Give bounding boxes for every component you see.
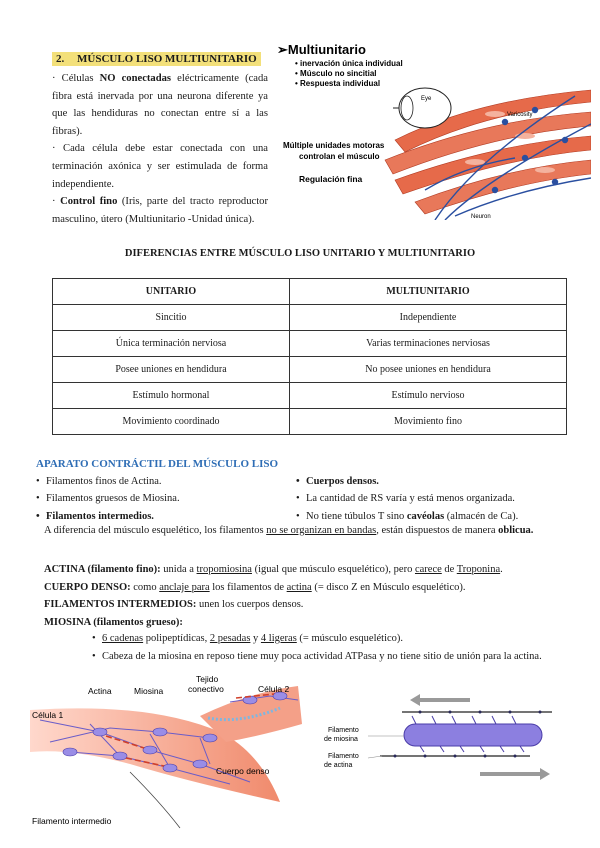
label-filamento-actina-2: de actina — [324, 762, 353, 769]
label-filamento-miosina-2: de miosina — [324, 736, 358, 743]
apparatus-right-list — [296, 473, 586, 525]
list-item: • Filamentos finos de Actina. — [36, 473, 286, 490]
label-actina: Actina — [88, 686, 112, 696]
table-cell: Posee uniones en hendidura — [53, 357, 290, 383]
definition-cuerpo-denso: CUERPO DENSO: como anclaje para los filamentos de actina (= disco Z en Músculo esquelético). — [44, 581, 466, 593]
table-row — [53, 305, 567, 331]
smooth-muscle-cells-figure — [30, 672, 310, 832]
arrow-right-icon — [480, 768, 550, 780]
bold-no-conectadas: NO conectadas — [99, 73, 172, 84]
table-row — [53, 331, 567, 357]
neuron-label: Neuron — [471, 214, 491, 220]
section-number: 2. — [56, 53, 65, 65]
list-item: • Filamentos intermedios. — [36, 508, 286, 525]
myosin-actin-figure — [320, 690, 580, 790]
table-cell: Única terminación nerviosa — [53, 331, 290, 357]
oblique-note: A diferencia del músculo esquelético, los filamentos no se organizan en bandas, están dispuestos de manera oblicua. — [44, 525, 534, 536]
section-title: MÚSCULO LISO MULTIUNITARIO — [77, 53, 257, 65]
list-item: • La cantidad de RS varía y está menos organizada. — [296, 490, 586, 507]
table-cell: Independiente — [290, 305, 567, 331]
header-unitario: UNITARIO — [53, 279, 290, 305]
table-cell: Varias terminaciones nerviosas — [290, 331, 567, 357]
table-cell: Estímulo hormonal — [53, 383, 290, 409]
differences-title: DIFERENCIAS ENTRE MÚSCULO LISO UNITARIO Y MULTIUNITARIO — [124, 248, 476, 259]
section-text — [52, 70, 268, 228]
list-item: • Cuerpos densos. — [296, 473, 586, 490]
section-heading — [52, 52, 261, 66]
definition-actina: ACTINA (filamento fino): unida a tropomiosina (igual que músculo esquelético), pero carece de Troponina. — [44, 564, 503, 575]
list-item: • 6 cadenas polipeptídicas, 2 pesadas y 4 ligeras (= músculo esquelético). — [92, 630, 582, 648]
table-cell: No posee uniones en hendidura — [290, 357, 567, 383]
list-item: • Filamentos gruesos de Miosina. — [36, 490, 286, 507]
paragraph-2: · Cada célula debe estar conectada con una terminación axónica y ser estimulada de forma independiente. — [52, 143, 268, 190]
paragraph-3: · Control fino (Iris, parte del tracto reproductor masculino, útero (Multiunitario -Unidad única). — [52, 196, 268, 225]
table-cell: Estímulo nervioso — [290, 383, 567, 409]
figure-bullet-1: • inervación única individual — [295, 59, 403, 68]
eye-icon — [393, 88, 451, 128]
table-row — [53, 357, 567, 383]
figure-bullet-2: • Músculo no sincitial — [295, 69, 377, 78]
header-multiunitario: MULTIUNITARIO — [290, 279, 567, 305]
apparatus-title: APARATO CONTRÁCTIL DEL MÚSCULO LISO — [36, 458, 279, 470]
label-celula-1: Célula 1 — [32, 710, 64, 720]
definitions — [44, 561, 584, 631]
label-filamento-actina-1: Filamento — [328, 753, 359, 760]
figure-regulation-label: Regulación fina — [299, 174, 363, 184]
figure-title: ➢Multiunitario — [277, 42, 366, 57]
arrow-left-icon — [410, 694, 470, 706]
table-cell: Sincitio — [53, 305, 290, 331]
intermediate-filament-line — [130, 772, 180, 828]
differences-table — [52, 278, 567, 435]
label-conectivo: conectivo — [188, 684, 224, 694]
list-item: • Cabeza de la miosina en reposo tiene muy poca actividad ATPasa y no tiene sitio de unión para la actina. — [92, 648, 582, 666]
label-filamento-intermedio: Filamento intermedio — [32, 816, 112, 826]
label-tejido: Tejido — [196, 674, 219, 684]
table-row — [53, 409, 567, 435]
label-celula-2: Célula 2 — [258, 684, 290, 694]
label-filamento-miosina-1: Filamento — [328, 727, 359, 734]
myosin-bullets — [92, 630, 582, 665]
figure-green-line-1: Múltiple unidades motoras — [283, 141, 385, 150]
list-item: • No tiene túbulos T sino cavéolas (almacén de Ca). — [296, 508, 586, 525]
varicosity-label: Varicosity — [507, 112, 533, 118]
figure-bullet-3: • Respuesta individual — [295, 79, 381, 88]
definition-miosina: MIOSINA (filamentos grueso): — [44, 616, 183, 628]
bold-control-fino: Control fino — [60, 196, 118, 208]
table-header-row — [53, 279, 567, 305]
table-row — [53, 383, 567, 409]
eye-label: Eye — [421, 96, 432, 102]
label-cuerpo-denso: Cuerpo denso — [216, 766, 270, 776]
myosin-filament-shape — [404, 724, 542, 746]
pointer-actin — [368, 756, 382, 758]
multiunit-figure — [275, 40, 591, 220]
label-miosina: Miosina — [134, 686, 164, 696]
table-cell: Movimiento fino — [290, 409, 567, 435]
figure-green-line-2: controlan el músculo — [299, 152, 380, 161]
apparatus-left-list — [36, 473, 286, 525]
definition-filamentos: FILAMENTOS INTERMEDIOS: unen los cuerpos densos. — [44, 599, 304, 611]
table-cell: Movimiento coordinado — [53, 409, 290, 435]
paragraph-1: · Células NO conectadas eléctricamente (cada fibra está inervada por una neurona diferente ya que las hendiduras no conectan entre sí a las fibras). — [52, 73, 268, 137]
